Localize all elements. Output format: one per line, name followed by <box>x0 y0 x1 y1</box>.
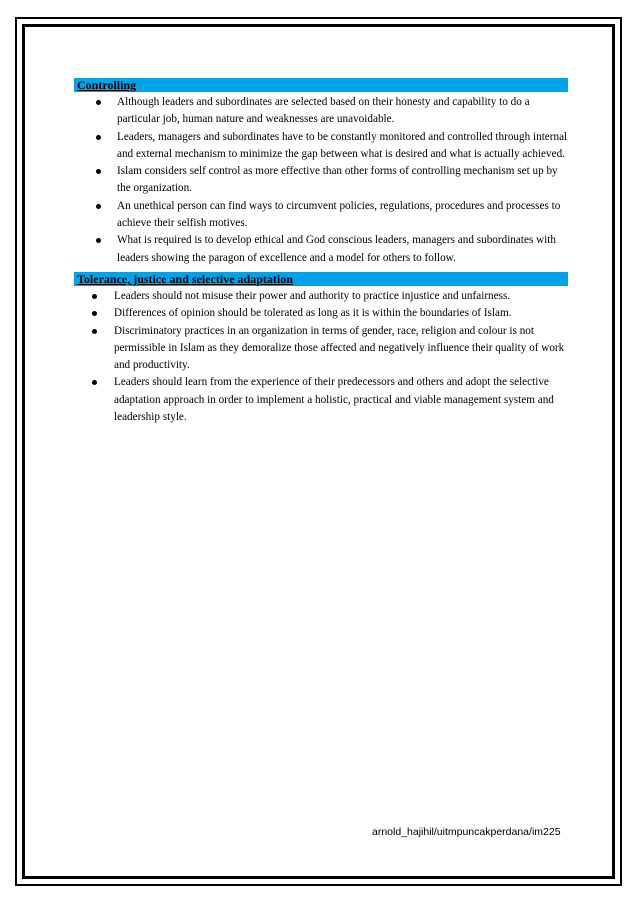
controlling-list <box>74 94 568 267</box>
list-item-text: Leaders, managers and subordinates have to be constantly monitored and controlled through internal and external mechanism to minimize the gap between what is desired and what is actually achieved. <box>117 130 568 160</box>
list-item <box>74 129 568 164</box>
list-item-text: An unethical person can find ways to circumvent policies, regulations, procedures and processes to achieve their selfish motives. <box>117 199 561 230</box>
bullet-icon <box>96 238 101 243</box>
list-item <box>74 198 568 233</box>
section-header-tolerance: Tolerance, justice and selective adaptation <box>74 272 568 286</box>
list-item <box>74 323 568 375</box>
list-item <box>74 94 568 129</box>
section-header-controlling: Controlling <box>74 78 568 92</box>
list-item-text: Leaders should not misuse their power and authority to practice injustice and unfairness. <box>114 289 511 302</box>
list-item <box>74 232 568 267</box>
bullet-icon <box>96 169 101 174</box>
document-content <box>74 78 568 426</box>
list-item-text: Islam considers self control as more effective than other forms of controlling mechanism set up by the organization. <box>117 165 558 195</box>
list-item-text: Differences of opinion should be tolerated as long as it is within the boundaries of Islam. <box>114 307 512 320</box>
bullet-icon <box>96 204 101 209</box>
bullet-icon <box>92 329 97 334</box>
bullet-icon <box>96 135 101 140</box>
list-item <box>74 163 568 198</box>
list-item-text: Discriminatory practices in an organization in terms of gender, race, religion and colour is not permissible in Islam as they demoralize those affected and negatively influence their quality of work and productivity. <box>114 324 565 372</box>
list-item-text: What is required is to develop ethical and God conscious leaders, managers and subordinates with leaders showing the paragon of excellence and a model for others to follow. <box>117 234 556 264</box>
list-item <box>74 305 568 322</box>
list-item-text: Although leaders and subordinates are selected based on their honesty and capability to do a particular job, human nature and weaknesses are unavoidable. <box>117 96 530 126</box>
list-item <box>74 288 568 305</box>
bullet-icon <box>92 294 97 299</box>
bullet-icon <box>96 100 101 105</box>
bullet-icon <box>92 380 97 385</box>
list-item <box>74 374 568 426</box>
page-footer: arnold_hajihil/uitmpuncakperdana/im225 <box>372 826 561 838</box>
list-item-text: Leaders should learn from the experience of their predecessors and others and adopt the selective adaptation approach in order to implement a holistic, practical and viable management system and leadership style. <box>114 376 554 424</box>
tolerance-list <box>74 288 568 426</box>
bullet-icon <box>92 311 97 316</box>
